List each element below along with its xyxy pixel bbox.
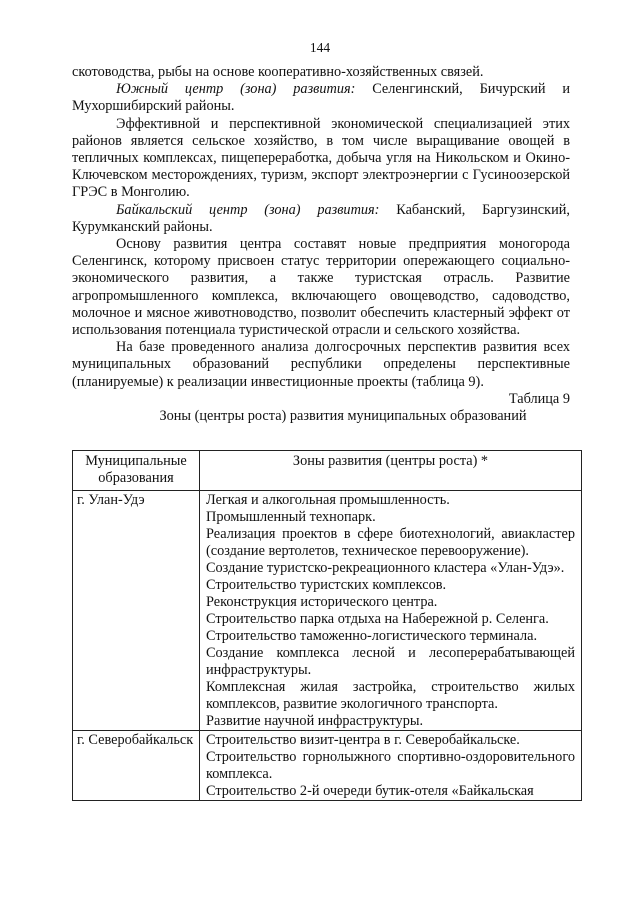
table-label: Таблица 9 <box>508 390 570 407</box>
zone-item: Строительство туристских комплексов. <box>206 577 447 593</box>
municipality-cell: г. Улан-Удэ <box>73 491 200 731</box>
header-municipalities: Муниципальные образования <box>73 451 200 491</box>
table-header-row <box>73 451 582 491</box>
zone-item: Развитие научной инфраструктуры. <box>206 713 424 729</box>
paragraph-2 <box>72 81 570 115</box>
header-zones: Зоны развития (центры роста) * <box>200 451 582 491</box>
paragraph-5: Основу развития центра составят новые предприятия моногорода Селенгинск, которому присвоен статус территории опережающего социально-экономического развития, а также туристская отрасль. Развитие агропромышленного комплекса, включающего овощеводство, садоводство, молочное и мясное животноводство, позволит обеспечить кластерный эффект от использования потенциала туристической отрасли и сельского хозяйства. <box>72 236 570 339</box>
zone-item: Создание туристско-рекреационного кластера «Улан-Удэ». <box>206 560 565 576</box>
zone-item: Строительство парка отдыха на Набережной р. Селенга. <box>206 611 549 627</box>
south-center-districts: Селенгинский, Бичурский и Мухоршибирский районы. <box>72 81 570 115</box>
zone-item: Строительство визит-центра в г. Северобайкальске. <box>206 732 520 748</box>
south-center-heading: Южный центр (зона) развития: <box>116 81 356 98</box>
zone-item: Реконструкция исторического центра. <box>206 594 438 610</box>
zones-cell <box>200 731 582 801</box>
zone-item: Строительство таможенно-логистического терминала. <box>206 628 538 644</box>
zones-table <box>72 450 582 801</box>
paragraph-1: скотоводства, рыбы на основе кооперативно-хозяйственных связей. <box>72 64 484 80</box>
zone-item: Промышленный технопарк. <box>206 509 376 525</box>
baikal-center-districts: Кабанский, Баргузинский, Курумканский районы. <box>72 201 570 235</box>
zone-item: Легкая и алкогольная промышленность. <box>206 492 450 508</box>
body-text <box>72 64 570 425</box>
baikal-center-heading: Байкальский центр (зона) развития: <box>116 201 380 218</box>
table-row <box>73 731 582 801</box>
paragraph-6: На базе проведенного анализа долгосрочных перспектив развития всех муниципальных образований республики определены перспективные (планируемые) к реализации инвестиционные проекты (таблица 9). <box>72 339 570 390</box>
municipality-cell: г. Северобайкальск <box>73 731 200 801</box>
paragraph-4 <box>72 202 570 236</box>
zone-item: Комплексная жилая застройка, строительство жилых комплексов, развитие экологичного транспорта. <box>206 679 575 712</box>
zone-item: Строительство 2-й очереди бутик-отеля «Байкальская <box>206 783 534 799</box>
paragraph-3: Эффективной и перспективной экономической специализацией этих районов является сельское хозяйство, в том числе выращивание овощей в тепличных комплексах, пищепереработка, добыча угля на Никольском и Окино-Ключевском месторождениях, туризм, экспорт электроэнергии с Гусиноозерской ГРЭС в Монголию. <box>72 115 570 201</box>
zone-item: Реализация проектов в сфере биотехнологий, авиакластер (создание вертолетов, техническое перевооружение). <box>206 526 575 559</box>
table-title: Зоны (центры роста) развития муниципальных образований <box>159 408 527 425</box>
table-row <box>73 491 582 731</box>
zone-item: Создание комплекса лесной и лесоперерабатывающей инфраструктуры. <box>206 645 575 678</box>
page-number: 144 <box>309 40 331 55</box>
zone-item: Строительство горнолыжного спортивно-оздоровительного комплекса. <box>206 749 575 782</box>
zones-cell <box>200 491 582 731</box>
